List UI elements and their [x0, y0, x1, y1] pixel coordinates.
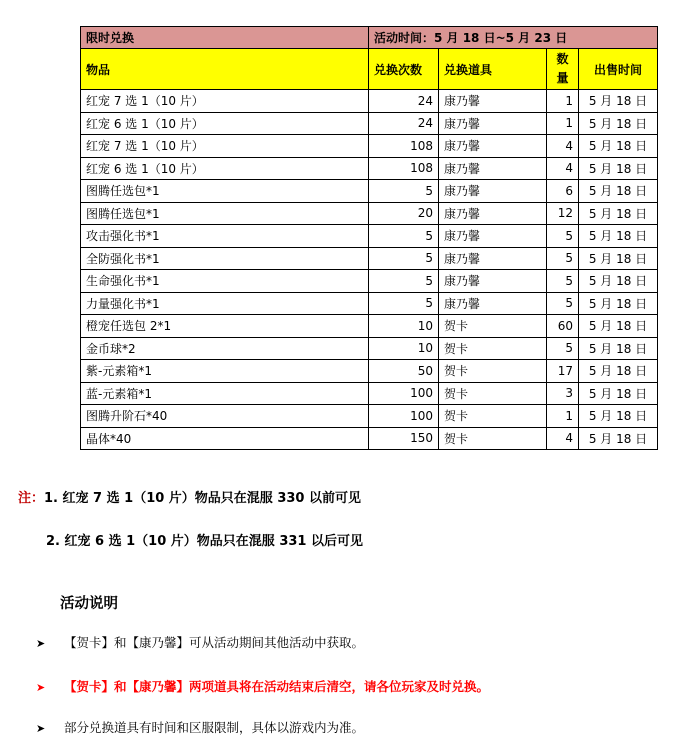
- row-item: 图腾任选包*1: [81, 180, 369, 203]
- header-qty: [547, 49, 579, 90]
- note-2: 2. 红宠 6 选 1（10 片）物品只在混服 331 以后可见: [46, 534, 363, 549]
- table-row: [81, 180, 658, 203]
- table-row: [81, 405, 658, 428]
- row-count: 50: [369, 360, 439, 383]
- row-item: 图腾任选包*1: [81, 202, 369, 225]
- row-date: 5 月 18 日: [579, 202, 658, 225]
- row-item: 生命强化书*1: [81, 270, 369, 293]
- table-row: [81, 202, 658, 225]
- table-row: [81, 382, 658, 405]
- header-qty-line1: 数: [556, 52, 569, 66]
- row-item: 红宠 7 选 1（10 片）: [81, 135, 369, 158]
- row-qty: 17: [547, 360, 579, 383]
- table-row: [81, 360, 658, 383]
- row-count: 100: [369, 382, 439, 405]
- bullet-3-text: 部分兑换道具有时间和区服限制，具体以游戏内为准。: [64, 720, 365, 735]
- header-count: 兑换次数: [369, 49, 439, 90]
- row-currency: 康乃馨: [439, 270, 547, 293]
- row-currency: 康乃馨: [439, 292, 547, 315]
- row-date: 5 月 18 日: [579, 247, 658, 270]
- row-qty: 12: [547, 202, 579, 225]
- row-qty: 5: [547, 225, 579, 248]
- row-date: 5 月 18 日: [579, 405, 658, 428]
- header-item: 物品: [81, 49, 369, 90]
- header-qty-line2: 量: [556, 71, 569, 85]
- table-row: [81, 247, 658, 270]
- row-date: 5 月 18 日: [579, 427, 658, 450]
- row-count: 24: [369, 112, 439, 135]
- row-currency: 康乃馨: [439, 180, 547, 203]
- row-count: 108: [369, 157, 439, 180]
- arrow-right-icon: ➤: [36, 722, 46, 735]
- row-qty: 3: [547, 382, 579, 405]
- bullet-2-text: 【贺卡】和【康乃馨】两项道具将在活动结束后清空，请各位玩家及时兑换。: [64, 679, 490, 694]
- row-count: 5: [369, 180, 439, 203]
- row-date: 5 月 18 日: [579, 135, 658, 158]
- row-item: 力量强化书*1: [81, 292, 369, 315]
- arrow-right-icon: ➤: [36, 637, 46, 650]
- note-1: [18, 487, 361, 506]
- table-title: 限时兑换: [81, 27, 369, 49]
- row-date: 5 月 18 日: [579, 360, 658, 383]
- row-date: 5 月 18 日: [579, 315, 658, 338]
- bullet-1-text: 【贺卡】和【康乃馨】可从活动期间其他活动中获取。: [64, 635, 365, 650]
- row-item: 全防强化书*1: [81, 247, 369, 270]
- row-count: 20: [369, 202, 439, 225]
- row-date: 5 月 18 日: [579, 157, 658, 180]
- row-currency: 康乃馨: [439, 157, 547, 180]
- row-currency: 康乃馨: [439, 202, 547, 225]
- row-date: 5 月 18 日: [579, 180, 658, 203]
- row-count: 5: [369, 292, 439, 315]
- row-qty: 6: [547, 180, 579, 203]
- row-qty: 4: [547, 157, 579, 180]
- row-currency: 康乃馨: [439, 225, 547, 248]
- row-count: 5: [369, 270, 439, 293]
- row-date: 5 月 18 日: [579, 112, 658, 135]
- row-date: 5 月 18 日: [579, 270, 658, 293]
- row-item: 金币球*2: [81, 337, 369, 360]
- row-currency: 贺卡: [439, 382, 547, 405]
- row-item: 蓝-元素箱*1: [81, 382, 369, 405]
- bullet-3: [36, 718, 364, 736]
- table-row: [81, 427, 658, 450]
- row-qty: 1: [547, 90, 579, 113]
- row-currency: 康乃馨: [439, 135, 547, 158]
- table-header-row: [81, 49, 658, 90]
- row-count: 108: [369, 135, 439, 158]
- row-count: 10: [369, 315, 439, 338]
- table-row: [81, 157, 658, 180]
- table-row: [81, 225, 658, 248]
- header-currency: 兑换道具: [439, 49, 547, 90]
- row-date: 5 月 18 日: [579, 337, 658, 360]
- row-currency: 贺卡: [439, 315, 547, 338]
- table-row: [81, 337, 658, 360]
- row-count: 5: [369, 225, 439, 248]
- row-count: 24: [369, 90, 439, 113]
- section-title: 活动说明: [60, 596, 118, 612]
- row-date: 5 月 18 日: [579, 292, 658, 315]
- row-item: 红宠 6 选 1（10 片）: [81, 112, 369, 135]
- row-qty: 4: [547, 135, 579, 158]
- row-count: 10: [369, 337, 439, 360]
- row-qty: 5: [547, 337, 579, 360]
- row-item: 攻击强化书*1: [81, 225, 369, 248]
- activity-time: 活动时间：5 月 18 日~5 月 23 日: [369, 27, 658, 49]
- row-qty: 5: [547, 247, 579, 270]
- table-row: [81, 270, 658, 293]
- row-currency: 康乃馨: [439, 90, 547, 113]
- row-qty: 5: [547, 270, 579, 293]
- exchange-table: [80, 26, 658, 450]
- row-item: 晶体*40: [81, 427, 369, 450]
- row-currency: 贺卡: [439, 405, 547, 428]
- note-label: 注：: [18, 491, 45, 506]
- row-count: 100: [369, 405, 439, 428]
- note-1-text: 1. 红宠 7 选 1（10 片）物品只在混服 330 以前可见: [44, 491, 361, 506]
- row-qty: 1: [547, 112, 579, 135]
- row-currency: 贺卡: [439, 360, 547, 383]
- table-banner-row: [81, 27, 658, 49]
- row-qty: 4: [547, 427, 579, 450]
- arrow-right-icon: ➤: [36, 681, 46, 694]
- row-item: 红宠 6 选 1（10 片）: [81, 157, 369, 180]
- row-qty: 60: [547, 315, 579, 338]
- row-date: 5 月 18 日: [579, 225, 658, 248]
- row-item: 紫-元素箱*1: [81, 360, 369, 383]
- row-count: 150: [369, 427, 439, 450]
- row-currency: 贺卡: [439, 427, 547, 450]
- row-count: 5: [369, 247, 439, 270]
- table-row: [81, 135, 658, 158]
- table-row: [81, 90, 658, 113]
- row-date: 5 月 18 日: [579, 90, 658, 113]
- table-row: [81, 292, 658, 315]
- row-currency: 康乃馨: [439, 247, 547, 270]
- table-row: [81, 315, 658, 338]
- row-currency: 贺卡: [439, 337, 547, 360]
- row-currency: 康乃馨: [439, 112, 547, 135]
- row-date: 5 月 18 日: [579, 382, 658, 405]
- header-date: 出售时间: [579, 49, 658, 90]
- row-item: 橙宠任选包 2*1: [81, 315, 369, 338]
- row-qty: 5: [547, 292, 579, 315]
- row-qty: 1: [547, 405, 579, 428]
- bullet-1: [36, 633, 364, 651]
- row-item: 红宠 7 选 1（10 片）: [81, 90, 369, 113]
- bullet-2: [36, 677, 489, 695]
- table-row: [81, 112, 658, 135]
- row-item: 图腾升阶石*40: [81, 405, 369, 428]
